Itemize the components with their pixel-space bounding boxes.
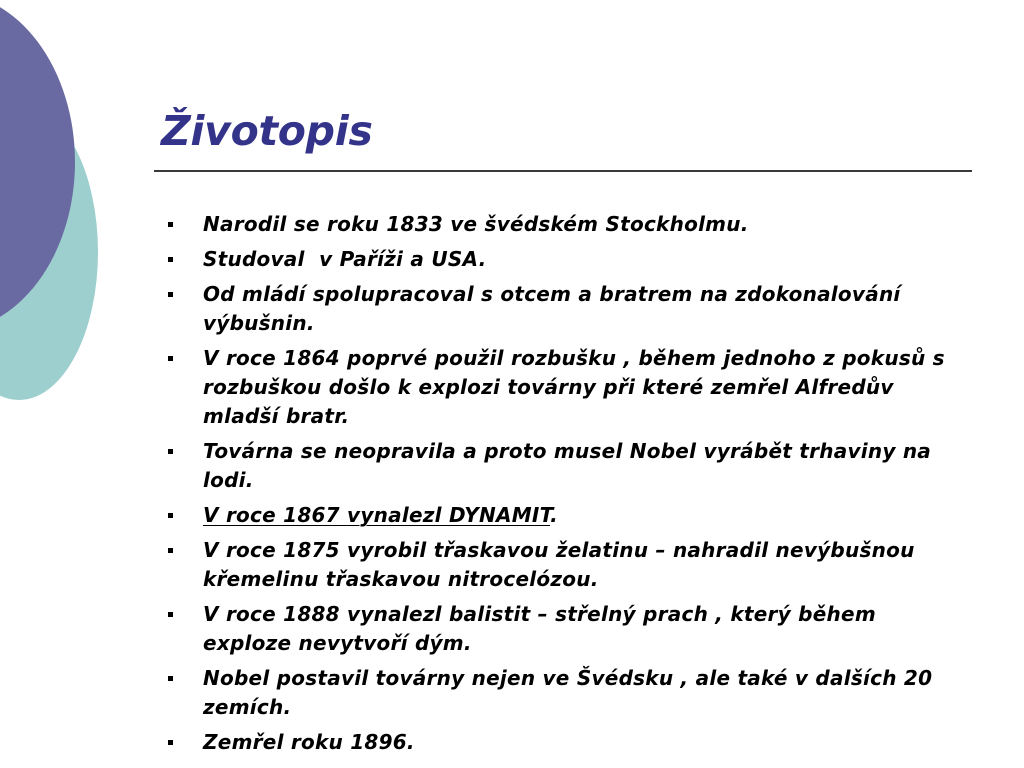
slide-title: Životopis [161, 107, 373, 155]
bullet-text: Nobel postavil továrny nejen ve Švédsku , ale také v dalších 20 zemích. [203, 666, 933, 719]
list-item [168, 664, 968, 722]
bullet-text-suffix: . [550, 503, 558, 527]
bullet-text: V roce 1888 vynalezl balistit – střelný prach , který během exploze nevytvoří dým. [203, 602, 876, 655]
bullet-text: Od mládí spolupracoval s otcem a bratrem na zdokonalování výbušnin. [203, 282, 901, 335]
list-item [168, 210, 968, 239]
bullet-square-icon [168, 356, 173, 361]
list-item [168, 280, 968, 338]
bullet-square-icon [168, 222, 173, 227]
bullet-text: Narodil se roku 1833 ve švédském Stockholmu. [203, 212, 749, 236]
bullet-square-icon [168, 292, 173, 297]
bullet-square-icon [168, 449, 173, 454]
underlined-link-text[interactable]: V roce 1867 vynalezl DYNAMIT [203, 503, 551, 527]
bullet-text: Studoval v Paříži a USA. [203, 247, 487, 271]
list-item [168, 344, 968, 431]
bullet-square-icon [168, 548, 173, 553]
list-item [168, 245, 968, 274]
list-item [168, 501, 968, 530]
bullet-square-icon [168, 612, 173, 617]
list-item [168, 728, 968, 757]
bullet-text: V roce 1875 vyrobil třaskavou želatinu – nahradil nevýbušnou křemelinu třaskavou nitrocelózou. [203, 538, 915, 591]
bullet-text: Zemřel roku 1896. [203, 730, 415, 754]
title-divider [154, 170, 972, 172]
bullet-list [168, 210, 968, 763]
bullet-text: Továrna se neopravila a proto musel Nobel vyrábět trhaviny na lodi. [203, 439, 932, 492]
bullet-text: V roce 1864 poprvé použil rozbušku , během jednoho z pokusů s rozbuškou došlo k explozi továrny při které zemřel Alfredův mladší bratr. [203, 346, 945, 428]
list-item [168, 600, 968, 658]
list-item [168, 536, 968, 594]
bullet-square-icon [168, 513, 173, 518]
bullet-square-icon [168, 257, 173, 262]
bullet-square-icon [168, 676, 173, 681]
bullet-square-icon [168, 740, 173, 745]
list-item [168, 437, 968, 495]
